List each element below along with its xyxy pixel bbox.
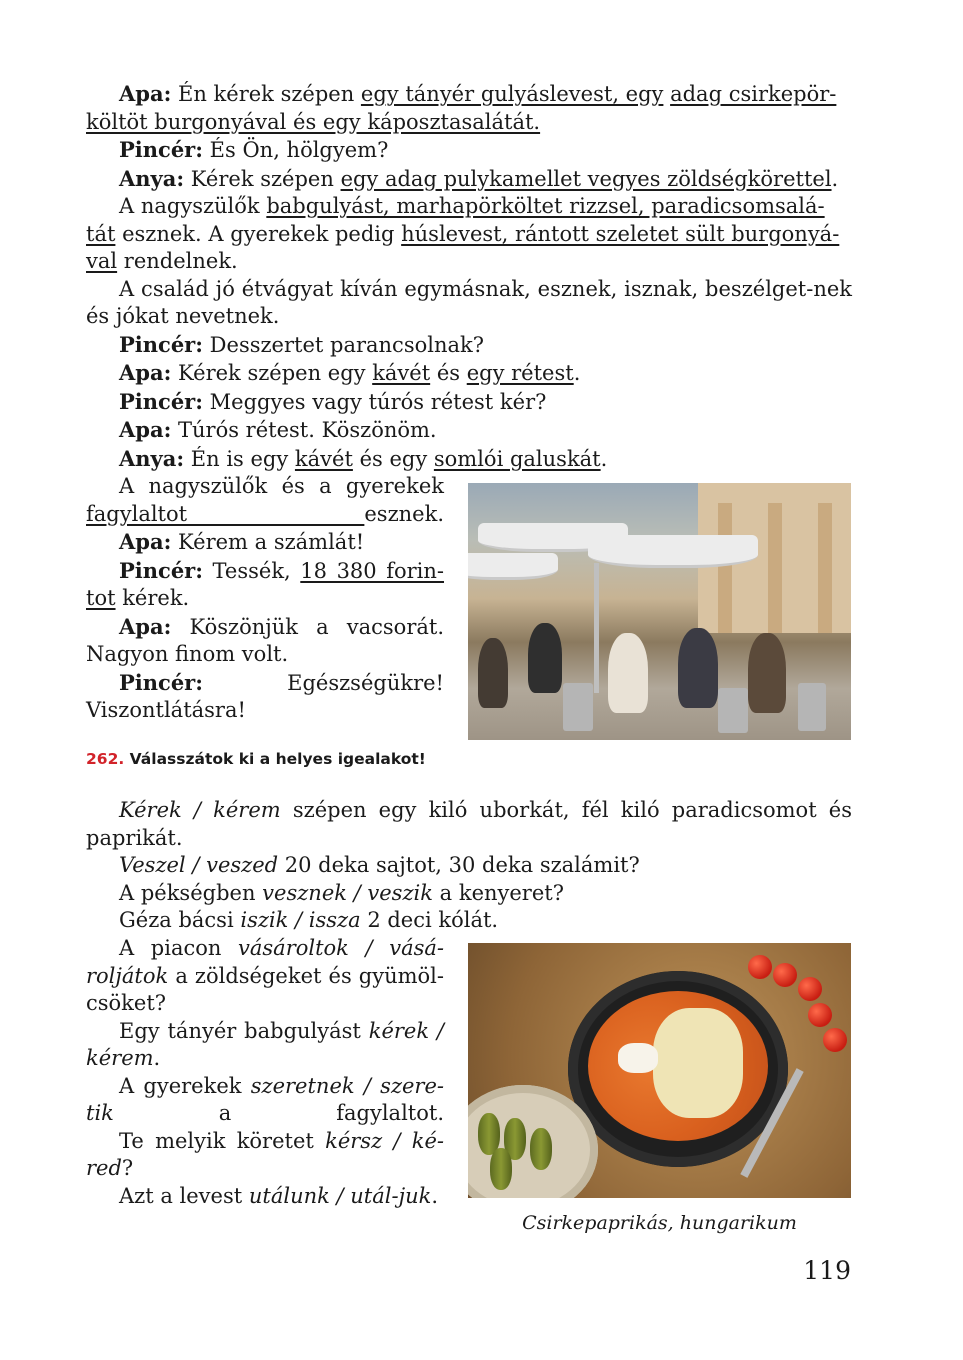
exercise-sentence xyxy=(86,1073,444,1128)
speaker: Apa: xyxy=(119,360,172,385)
pickle xyxy=(490,1148,512,1190)
text: A nagyszülők xyxy=(119,194,267,218)
verb-choice: vesznek / veszik xyxy=(262,880,433,905)
dialogue-line xyxy=(86,528,444,557)
speaker: Pincér: xyxy=(119,137,203,162)
person xyxy=(608,633,648,713)
narration: A család jó étvágyat kíván egymásnak, esznek, isznak, beszélget-nek és jókat nevetnek. xyxy=(86,276,852,328)
umbrella-pole xyxy=(594,563,599,693)
umbrella xyxy=(588,535,758,568)
speaker: Anya: xyxy=(119,445,185,471)
underlined-phrase: val xyxy=(86,249,118,273)
text: . xyxy=(831,166,839,191)
exercise-sentence xyxy=(86,907,852,935)
text: . xyxy=(573,361,581,385)
text: Egészségükre! Viszontlátásra! xyxy=(86,670,444,722)
text: Egy tányér babgulyást xyxy=(119,1018,369,1043)
dialogue-block xyxy=(86,80,852,473)
text: esznek. A gyerekek pedig xyxy=(115,221,402,246)
text: szépen egy kiló uborkát, fél kiló paradicsomot és paprikát. xyxy=(86,798,853,850)
text: Azt a levest xyxy=(119,1183,249,1208)
text: 2 deci kólát. xyxy=(360,908,499,932)
text: a fagylaltot. xyxy=(113,1101,444,1125)
text: A pékségben xyxy=(119,880,263,905)
person xyxy=(748,633,786,713)
text: a kenyeret? xyxy=(432,880,564,905)
text: 20 deka sajtot, 30 deka szalámit? xyxy=(278,853,640,877)
sour-cream xyxy=(618,1043,658,1073)
exercise-sentence xyxy=(86,1018,444,1073)
speaker: Apa: xyxy=(119,81,172,106)
text: A nagyszülők és a gyerekek xyxy=(119,474,444,498)
text: Én kérek szépen xyxy=(171,82,361,106)
narration xyxy=(86,193,852,276)
verb-choice: iszik / issza xyxy=(240,908,361,932)
dialogue-left-column xyxy=(86,473,444,725)
dialogue-line xyxy=(86,416,852,445)
text: . xyxy=(153,1046,161,1070)
chair xyxy=(718,688,748,733)
underlined-phrase: húslevest, rántott szeletet sült burgonyá- xyxy=(401,221,840,246)
verb-choice: utálunk / utál-juk xyxy=(248,1183,432,1208)
tomato xyxy=(773,963,797,987)
text: És Ön, hölgyem? xyxy=(203,138,389,162)
speaker: Apa: xyxy=(119,529,172,554)
building-column xyxy=(718,503,732,633)
speaker: Pincér: xyxy=(119,388,203,414)
dialogue-line xyxy=(86,388,852,417)
exercise-sentence xyxy=(86,1183,444,1211)
tomato xyxy=(823,1028,847,1052)
text: Te melyik köretet xyxy=(119,1128,326,1153)
text: A piacon xyxy=(119,936,239,960)
text: esznek. xyxy=(364,501,444,526)
verb-choice: vásároltok / vásá-roljátok xyxy=(86,936,444,988)
underlined-phrase: adag csirkepör- xyxy=(670,82,837,106)
verb-choice: kérsz / ké-red xyxy=(86,1128,444,1180)
exercise-number: 262. xyxy=(86,750,125,768)
text: kérek. xyxy=(115,586,190,610)
speaker: Apa: xyxy=(119,417,172,442)
dialogue-line xyxy=(86,557,444,613)
underlined-phrase: egy adag pulykamellet vegyes zöldségkörettel xyxy=(340,166,832,191)
dialogue-line xyxy=(86,669,444,725)
text: Kérek szépen xyxy=(184,166,341,191)
chicken-paprikash-photo xyxy=(468,943,851,1198)
underlined-phrase: 18 380 forin-tot xyxy=(86,558,444,610)
verb-choice: Kérek / kérem xyxy=(119,798,281,822)
street-cafe-photo xyxy=(468,483,851,740)
underlined-phrase: fagylaltot xyxy=(86,501,365,526)
text: Kérem a számlát! xyxy=(171,530,365,554)
dialogue-line xyxy=(86,136,852,165)
dialogue-line xyxy=(86,613,444,669)
text: Géza bácsi xyxy=(119,908,241,932)
underlined-phrase: kávét xyxy=(372,361,431,385)
underlined-phrase: somlói galuskát xyxy=(433,446,601,471)
verb-choice: kérek / kérem xyxy=(86,1018,444,1070)
speaker: Pincér: xyxy=(119,557,203,583)
building-column xyxy=(818,503,832,633)
exercise-sentence xyxy=(86,1128,444,1183)
exercise-instruction: Válasszátok ki a helyes igealakot! xyxy=(124,750,426,768)
tomato xyxy=(748,955,772,979)
tomato xyxy=(798,977,822,1001)
exercise-sentence xyxy=(86,935,444,1018)
speaker: Pincér: xyxy=(119,331,203,357)
dialogue-line xyxy=(86,331,852,360)
person xyxy=(478,638,508,708)
text: A gyerekek xyxy=(119,1073,251,1098)
building-column xyxy=(768,503,782,633)
text: . xyxy=(431,1183,439,1208)
photo-caption: Csirkepaprikás, hungarikum xyxy=(522,1212,797,1234)
text: Köszönjük a vacsorát. Nagyon finom volt. xyxy=(86,614,444,666)
dialogue-line xyxy=(86,445,852,474)
underlined-phrase: költöt burgonyával és egy káposztasalátát. xyxy=(86,109,541,134)
underlined-phrase: kávét xyxy=(294,446,353,471)
exercise-sentence xyxy=(86,880,852,908)
text: Desszertet parancsolnak? xyxy=(203,332,484,357)
dialogue-line xyxy=(86,359,852,388)
verb-choice: Veszel / veszed xyxy=(119,853,279,877)
dialogue-line-apa-order xyxy=(86,80,852,136)
text: a zöldségeket és gyümöl-csöket? xyxy=(86,963,444,1015)
speaker: Anya: xyxy=(119,165,185,191)
text: ? xyxy=(121,1156,134,1180)
exercise-sentence xyxy=(86,852,852,880)
text: és egy xyxy=(352,446,434,471)
text: . xyxy=(600,446,608,471)
page-number: 119 xyxy=(803,1256,851,1285)
underlined-phrase: babgulyást, marhapörköltet rizzsel, paradicsomsalá- xyxy=(266,194,825,218)
exercise-sentences-left xyxy=(86,935,444,1210)
pickle xyxy=(530,1128,552,1170)
dialogue-line xyxy=(86,165,852,194)
exercise-sentence xyxy=(86,797,852,852)
underlined-phrase: egy rétest xyxy=(466,361,574,385)
chair xyxy=(798,683,826,731)
verb-choice: szeretnek / szere-tik xyxy=(86,1073,444,1125)
person xyxy=(678,628,718,708)
tomato xyxy=(808,1003,832,1027)
underlined-phrase: tát xyxy=(86,221,116,246)
underlined-phrase: egy tányér gulyáslevest, egy xyxy=(360,82,664,106)
speaker: Pincér: xyxy=(119,669,203,695)
speaker: Apa: xyxy=(119,613,172,639)
chair xyxy=(563,683,593,731)
exercise-title xyxy=(86,750,426,768)
text: Én is egy xyxy=(184,446,295,471)
text: Meggyes vagy túrós rétest kér? xyxy=(203,389,547,414)
text: Tessék, xyxy=(203,558,301,583)
person xyxy=(528,623,562,693)
narration xyxy=(86,473,444,528)
text: Túrós rétest. Köszönöm. xyxy=(171,418,437,442)
umbrella xyxy=(468,553,558,580)
exercise-sentences xyxy=(86,797,852,935)
text: Kérek szépen egy xyxy=(171,361,373,385)
dumplings xyxy=(653,1008,743,1118)
text: rendelnek. xyxy=(117,249,238,273)
text: és xyxy=(430,361,467,385)
